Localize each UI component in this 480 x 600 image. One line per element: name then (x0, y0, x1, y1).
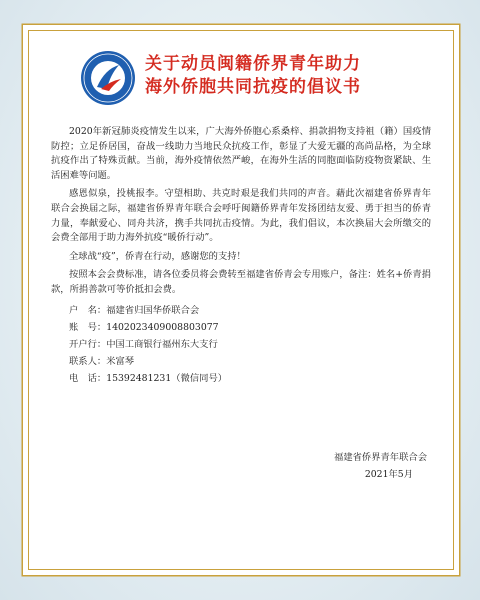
title-line-2: 海外侨胞共同抗疫的倡议书 (145, 77, 361, 97)
phone-row: 电 话：15392481231（微信同号） (69, 372, 228, 384)
contact-row: 联系人：米富琴 (69, 355, 135, 367)
bank-row: 开户行：中国工商银行福州东大支行 (69, 338, 218, 350)
signature-org: 福建省侨界青年联合会 (334, 452, 427, 463)
letter-body (51, 125, 431, 387)
account-name-row: 户 名：福建省归国华侨联合会 (69, 304, 200, 316)
association-logo-icon (79, 45, 137, 107)
paragraph: 感恩似泉，投桃报李。守望相助、共克时艰是我们共同的声音。藉此次福建省侨界青年联合会换届之际，福建省侨界青年联合会呼吁闽籍侨界青年发扬团结友爱、勇于担当的侨青力量，奉献爱心、同舟共济，携手共同抗击疫情。为此，我们倡议，本次换届大会所缴交的会费全部用于助力海外抗疫“暖侨行动”。 (51, 188, 431, 244)
logo-text: 福建省侨界青年联合会 (79, 45, 135, 51)
paragraph: 全球战“疫”，侨青在行动，感谢您的支持！ (69, 250, 246, 262)
account-info (51, 302, 431, 387)
paragraph: 2020年新冠肺炎疫情发生以来，广大海外侨胞心系桑梓、捐款捐物支持祖（籍）国疫情防控；立足侨居国，奋战一线助力当地民众抗疫工作，彰显了大爱无疆的高尚品格，为全球抗疫作出了特殊贡献。当前，海外疫情依然严峻，在海外生活的同胞面临防疫物资紧缺、生活困难等问题。 (51, 126, 431, 181)
signature-date: 2021年5月 (364, 469, 413, 480)
page-title (145, 53, 425, 99)
title-line-1: 关于动员闽籍侨界青年助力 (145, 54, 361, 74)
signature-block (334, 449, 427, 483)
letter-frame (28, 30, 454, 570)
paragraph: 按照本会会费标准，请各位委员将会费转至福建省侨青会专用账户，备注：姓名+侨青捐款，所捐善款可等价抵扣会费。 (51, 269, 431, 295)
letter-header (79, 45, 419, 109)
account-number-row: 账 号：1402023409008803077 (69, 321, 219, 333)
